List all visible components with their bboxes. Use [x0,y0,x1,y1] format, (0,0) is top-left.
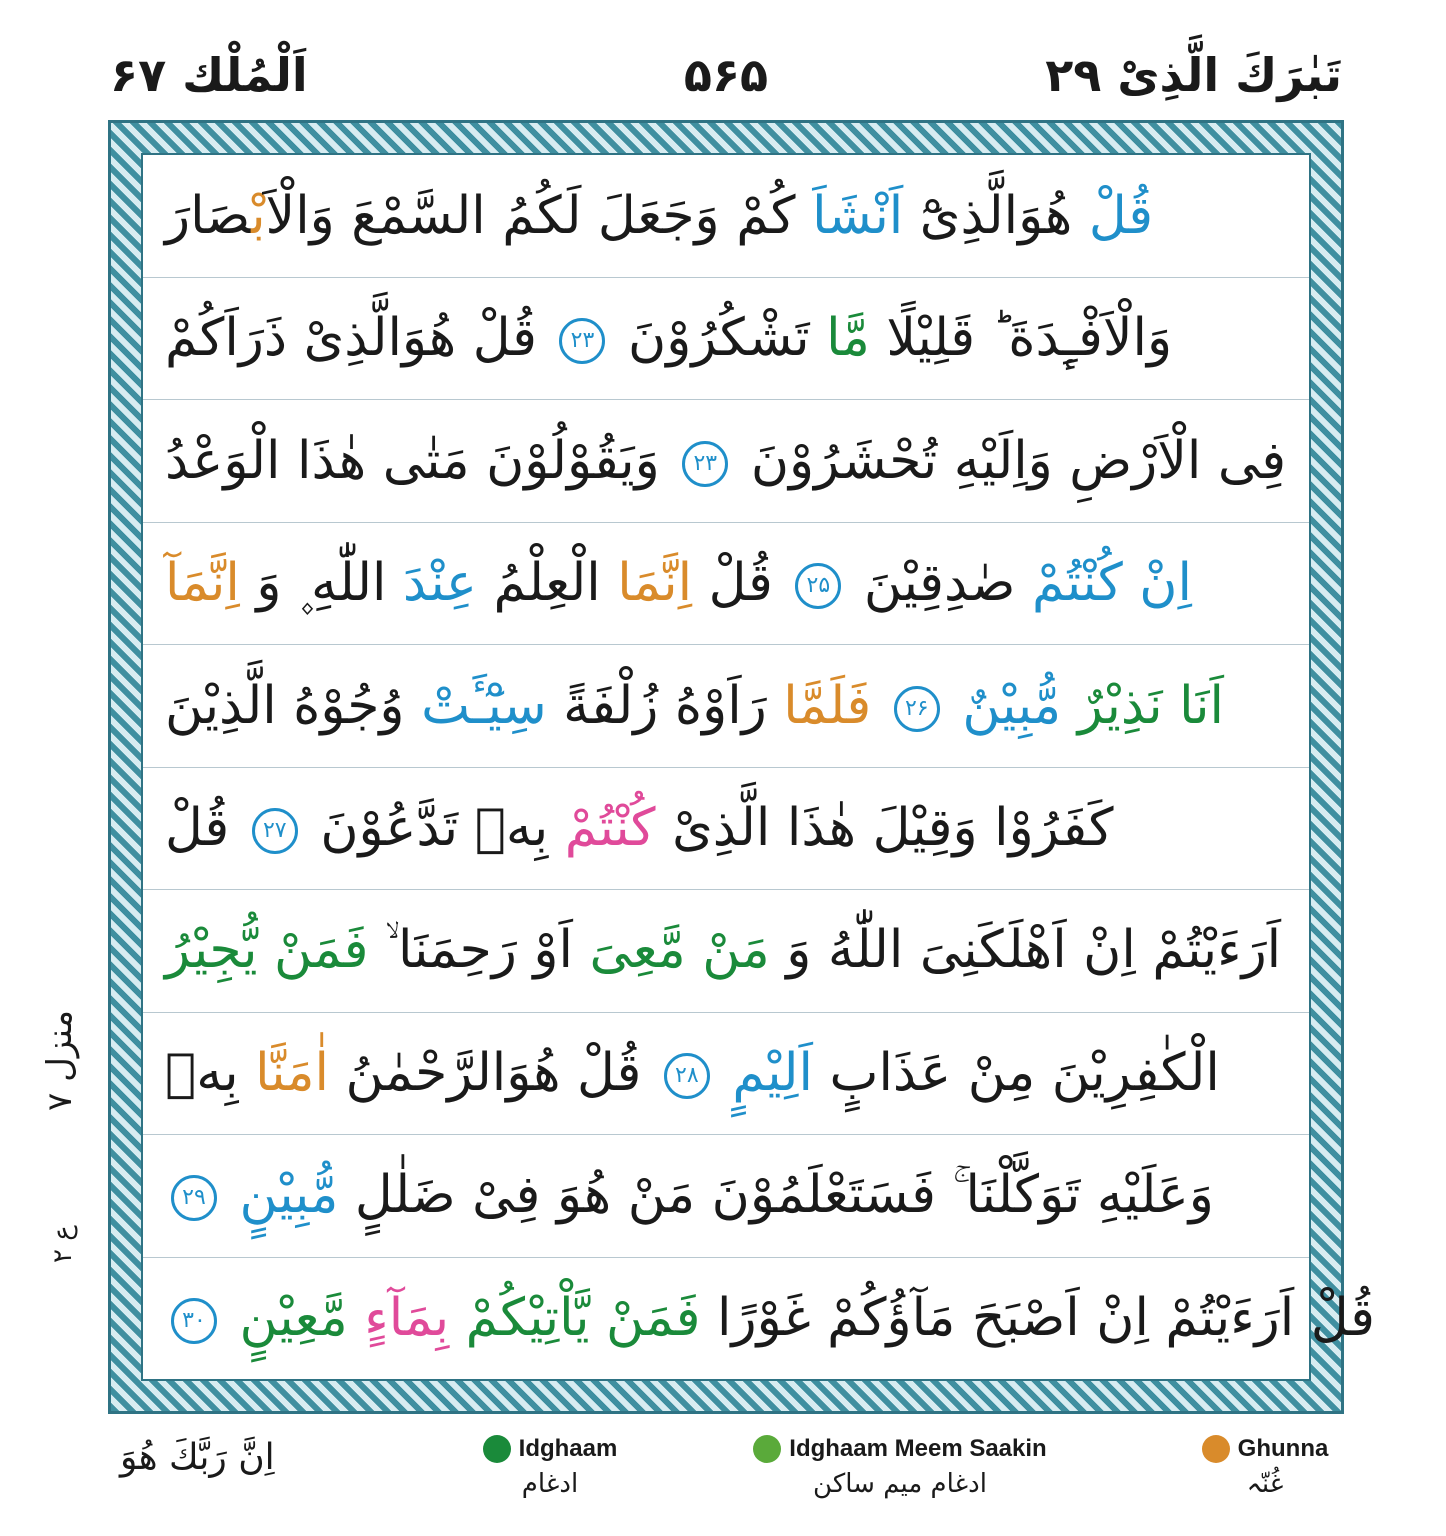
word-inda: عِنْدَ [402,552,477,613]
ayah-marker: ۲۹ [171,1175,217,1221]
word-run: صٰدِقِیْنَ [863,552,1016,613]
line-segment [165,1288,1375,1348]
word-run: اَوْ رَحِمَنَا ۙ [385,920,573,981]
text-line [143,278,1309,401]
text-line [143,400,1309,523]
page-header [110,40,1342,110]
legend-idghaam-meem-saakin [740,1435,1060,1499]
word-run: قُلْ [708,552,773,613]
line-segment [165,798,1113,858]
word-run: كُمْ وَجَعَلَ لَكُمُ السَّمْعَ وَالْاَ [265,185,796,246]
page-footer [110,1425,1342,1525]
legend-ghunna [1190,1435,1340,1499]
word-ansha: اَنْشَاَ [812,185,904,246]
word-qalqala: بْ [251,185,266,246]
line-segment [165,553,1192,614]
surah-name: اَلْمُلْك ۶۷ [110,48,308,102]
word-man-maiya: مَنْ مَّعِیَ [589,920,770,981]
word-run: قُلْ هُوَالَّذِیْ ذَرَاَكُمْ [165,308,537,369]
word-run: وَیَقُوْلُوْنَ مَتٰی هٰذَا الْوَعْدُ [165,430,660,491]
word-bima: بِمَآءٍ [364,1288,450,1349]
word-run: تَشْكُرُوْنَ [628,308,810,369]
legend-label: Ghunna [1237,1435,1329,1462]
word-run: قُلْ [165,798,230,859]
line-segment [165,676,1224,736]
word-run: اللّٰهِ ۪ وَ [256,552,387,613]
text-panel [141,153,1375,1381]
word-idghaam: مَّا [826,308,870,369]
word-kuntum: كُنْتُمْ [564,798,656,859]
decorative-border [108,120,1375,1414]
word-innama: اِنَّمَآ [165,552,240,613]
text-lines [143,155,1375,1379]
text-line [143,645,1309,768]
word-run: وَالْاَفْـِٕدَةَ ؕ قَلِیْلًا [886,308,1173,369]
text-line [143,1258,1375,1380]
line-segment [165,186,1153,246]
ayah-marker: ۲۶ [894,686,940,732]
word-run: فِی الْاَرْضِ وَاِلَیْهِ تُحْشَرُوْنَ [750,430,1287,491]
text-line [143,1135,1309,1258]
ruku-label: ع ۲ [48,1225,78,1263]
legend-urdu-label: ادغام میم ساکن [813,1469,987,1499]
text-line [143,768,1309,891]
word-run: صَارَ [165,185,252,246]
word-run: قُلْ هُوَالرَّحْمٰنُ [345,1043,642,1104]
word-run: الْكٰفِرِیْنَ مِنْ عَذَابٍ [829,1043,1220,1104]
text-line [143,1013,1309,1136]
word-run: الْعِلْمُ [493,552,601,613]
ayah-marker: ۲۳ [559,318,605,364]
ayah-marker: ۲۸ [664,1053,710,1099]
word-run: اَرَءَیْتُمْ اِنْ اَهْلَكَنِیَ اللّٰهُ وَ [786,920,1282,981]
word-kuntum: كُنْتُمْ [1032,552,1123,613]
word-huwalladhi: هُوَالَّذِیْٓ [919,185,1073,246]
legend-urdu-label: ادغام [521,1469,579,1499]
legend-idghaam [460,1435,640,1499]
legend-urdu-label: غُنّہ [1246,1469,1284,1499]
line-segment [165,1165,1214,1226]
word-run: بِهٖ تَدَّعُوْنَ [320,798,549,859]
word-run: وُجُوْهُ الَّذِیْنَ [165,675,405,736]
word-faman-yujir: فَمَنْ یُّجِیْرُ [165,920,369,981]
word-mubin: مُّبِیْنٍ [239,1165,339,1226]
word-run: وَعَلَیْهِ تَوَكَّلْنَا ۚ فَسَتَعْلَمُوْنَ مَنْ هُوَ فِیْ ضَلٰلٍ [354,1165,1214,1226]
ghunna-color-dot [1202,1435,1230,1463]
text-line [143,523,1309,646]
word-main: مَّعِیْنٍ [239,1288,348,1349]
word-run: كَفَرُوْا وَقِیْلَ هٰذَا الَّذِیْ [672,798,1114,859]
line-segment [165,920,1281,981]
word-alim: اَلِیْمٍ [732,1043,813,1104]
ayah-marker: ۲۳ [682,441,728,487]
line-segment [165,308,1172,368]
legend-label: Idghaam [518,1435,618,1462]
word-falamma: فَلَمَّا [783,675,872,736]
word-run: قُلْ اَرَءَیْتُمْ اِنْ اَصْبَحَ مَآؤُكُمْ غَوْرًا [717,1288,1375,1349]
para-name: تَبٰرَكَ الَّذِیْ ۲۹ [1045,48,1342,102]
page-number: ۵۶۵ [683,48,769,102]
word-qul: قُلْ [1088,185,1154,246]
word-nadhir: اَنَا نَذِیْرٌ [1077,675,1224,736]
line-segment [165,431,1286,491]
word-amanna: اٰمَنَّا [255,1043,329,1104]
line-segment [165,1043,1220,1103]
ayah-marker: ۲۷ [252,808,298,854]
idghaam-meem-color-dot [753,1435,781,1463]
word-faman-yatikum: فَمَنْ یَّاْتِیْكُمْ [465,1288,701,1349]
word-run: رَاَوْهُ زُلْفَةً [563,675,767,736]
word-siat: سِیْٓـَٔتْ [421,675,547,736]
word-mubin: مُّبِیْنٌ [962,675,1062,736]
ayah-marker: ۲۵ [795,563,841,609]
word-in: اِنْ [1139,552,1192,613]
manzil-label: منزل ۷ [40,1010,80,1112]
legend-label: Idghaam Meem Saakin [789,1435,1047,1462]
ayah-marker: ۳۰ [171,1298,217,1344]
word-run: بِهٖ [165,1043,239,1104]
text-line [143,155,1309,278]
idghaam-color-dot [483,1435,511,1463]
word-innama: اِنَّمَا [617,552,693,613]
text-line [143,890,1309,1013]
catchword: اِنَّ رَبَّكَ هُوَ [120,1437,275,1478]
